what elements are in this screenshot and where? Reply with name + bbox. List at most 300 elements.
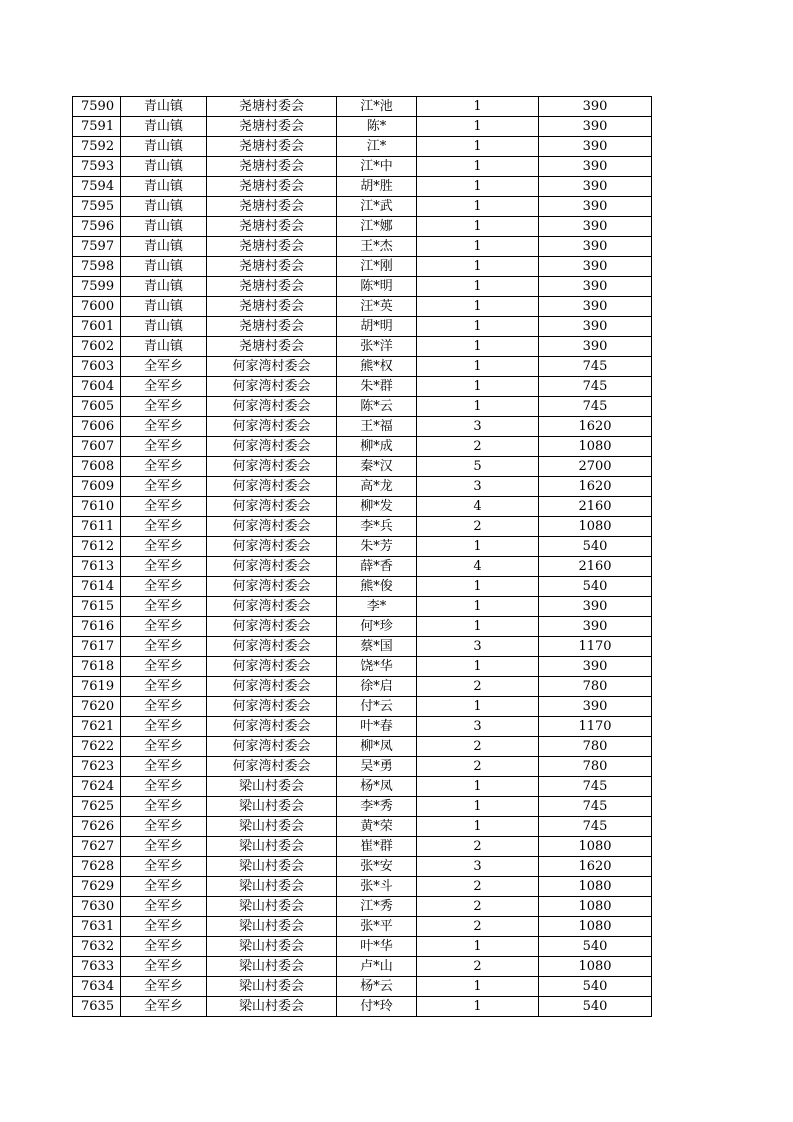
cell-village: 梁山村委会 xyxy=(207,917,337,937)
cell-count: 1 xyxy=(417,257,539,277)
table-row xyxy=(73,377,652,397)
cell-name: 饶*华 xyxy=(337,657,417,677)
table-row xyxy=(73,997,652,1017)
cell-id: 7606 xyxy=(73,417,121,437)
cell-amount: 1620 xyxy=(539,477,652,497)
cell-town: 全军乡 xyxy=(121,677,207,697)
cell-name: 江*刚 xyxy=(337,257,417,277)
cell-count: 1 xyxy=(417,97,539,117)
cell-amount: 2700 xyxy=(539,457,652,477)
cell-town: 全军乡 xyxy=(121,537,207,557)
table-row xyxy=(73,697,652,717)
table-row xyxy=(73,837,652,857)
cell-id: 7631 xyxy=(73,917,121,937)
cell-count: 1 xyxy=(417,337,539,357)
cell-name: 付*云 xyxy=(337,697,417,717)
cell-village: 何家湾村委会 xyxy=(207,677,337,697)
cell-amount: 540 xyxy=(539,977,652,997)
cell-id: 7596 xyxy=(73,217,121,237)
cell-amount: 540 xyxy=(539,997,652,1017)
cell-amount: 780 xyxy=(539,757,652,777)
cell-name: 朱*芳 xyxy=(337,537,417,557)
cell-name: 李* xyxy=(337,597,417,617)
cell-town: 青山镇 xyxy=(121,317,207,337)
cell-village: 梁山村委会 xyxy=(207,957,337,977)
cell-name: 杨*云 xyxy=(337,977,417,997)
cell-town: 全军乡 xyxy=(121,657,207,677)
cell-village: 何家湾村委会 xyxy=(207,397,337,417)
cell-name: 张*洋 xyxy=(337,337,417,357)
cell-village: 何家湾村委会 xyxy=(207,537,337,557)
cell-count: 1 xyxy=(417,797,539,817)
cell-count: 2 xyxy=(417,837,539,857)
cell-amount: 1080 xyxy=(539,897,652,917)
table-row xyxy=(73,817,652,837)
table-row xyxy=(73,917,652,937)
cell-village: 何家湾村委会 xyxy=(207,457,337,477)
cell-town: 青山镇 xyxy=(121,117,207,137)
table-row xyxy=(73,137,652,157)
cell-name: 杨*凤 xyxy=(337,777,417,797)
cell-id: 7599 xyxy=(73,277,121,297)
cell-id: 7597 xyxy=(73,237,121,257)
cell-town: 全军乡 xyxy=(121,817,207,837)
cell-town: 全军乡 xyxy=(121,937,207,957)
cell-id: 7592 xyxy=(73,137,121,157)
cell-town: 全军乡 xyxy=(121,417,207,437)
cell-village: 梁山村委会 xyxy=(207,937,337,957)
cell-amount: 390 xyxy=(539,217,652,237)
cell-town: 全军乡 xyxy=(121,497,207,517)
cell-id: 7629 xyxy=(73,877,121,897)
cell-name: 柳*成 xyxy=(337,437,417,457)
cell-town: 全军乡 xyxy=(121,797,207,817)
cell-village: 梁山村委会 xyxy=(207,977,337,997)
cell-name: 叶*华 xyxy=(337,937,417,957)
cell-amount: 390 xyxy=(539,117,652,137)
cell-count: 1 xyxy=(417,297,539,317)
cell-count: 1 xyxy=(417,537,539,557)
cell-count: 1 xyxy=(417,577,539,597)
cell-amount: 390 xyxy=(539,277,652,297)
cell-amount: 780 xyxy=(539,677,652,697)
cell-count: 4 xyxy=(417,497,539,517)
cell-name: 何*珍 xyxy=(337,617,417,637)
cell-village: 梁山村委会 xyxy=(207,857,337,877)
cell-town: 青山镇 xyxy=(121,137,207,157)
cell-id: 7598 xyxy=(73,257,121,277)
cell-village: 梁山村委会 xyxy=(207,817,337,837)
cell-name: 李*秀 xyxy=(337,797,417,817)
cell-amount: 1620 xyxy=(539,857,652,877)
cell-village: 尧塘村委会 xyxy=(207,237,337,257)
cell-count: 3 xyxy=(417,717,539,737)
cell-amount: 390 xyxy=(539,257,652,277)
table-row xyxy=(73,437,652,457)
cell-name: 柳*发 xyxy=(337,497,417,517)
cell-town: 青山镇 xyxy=(121,337,207,357)
cell-name: 柳*凤 xyxy=(337,737,417,757)
table-row xyxy=(73,717,652,737)
cell-id: 7610 xyxy=(73,497,121,517)
cell-amount: 745 xyxy=(539,397,652,417)
cell-name: 江*池 xyxy=(337,97,417,117)
cell-amount: 780 xyxy=(539,737,652,757)
cell-name: 蔡*国 xyxy=(337,637,417,657)
cell-count: 5 xyxy=(417,457,539,477)
cell-id: 7618 xyxy=(73,657,121,677)
cell-town: 青山镇 xyxy=(121,217,207,237)
cell-name: 卢*山 xyxy=(337,957,417,977)
cell-amount: 390 xyxy=(539,697,652,717)
cell-id: 7620 xyxy=(73,697,121,717)
cell-village: 尧塘村委会 xyxy=(207,137,337,157)
cell-town: 青山镇 xyxy=(121,97,207,117)
cell-id: 7602 xyxy=(73,337,121,357)
cell-amount: 1170 xyxy=(539,717,652,737)
cell-count: 1 xyxy=(417,137,539,157)
cell-village: 何家湾村委会 xyxy=(207,577,337,597)
cell-village: 梁山村委会 xyxy=(207,877,337,897)
table-row xyxy=(73,177,652,197)
cell-village: 何家湾村委会 xyxy=(207,697,337,717)
cell-town: 全军乡 xyxy=(121,597,207,617)
cell-name: 徐*启 xyxy=(337,677,417,697)
table-row xyxy=(73,277,652,297)
cell-town: 青山镇 xyxy=(121,197,207,217)
table-row xyxy=(73,517,652,537)
cell-name: 叶*春 xyxy=(337,717,417,737)
cell-id: 7628 xyxy=(73,857,121,877)
cell-amount: 1080 xyxy=(539,517,652,537)
cell-village: 尧塘村委会 xyxy=(207,337,337,357)
cell-town: 青山镇 xyxy=(121,257,207,277)
cell-village: 何家湾村委会 xyxy=(207,517,337,537)
cell-count: 1 xyxy=(417,597,539,617)
cell-town: 全军乡 xyxy=(121,997,207,1017)
cell-name: 熊*俊 xyxy=(337,577,417,597)
cell-amount: 1080 xyxy=(539,957,652,977)
cell-name: 付*玲 xyxy=(337,997,417,1017)
table-row xyxy=(73,257,652,277)
cell-name: 薛*香 xyxy=(337,557,417,577)
cell-amount: 1170 xyxy=(539,637,652,657)
cell-count: 2 xyxy=(417,677,539,697)
cell-count: 1 xyxy=(417,177,539,197)
cell-id: 7608 xyxy=(73,457,121,477)
cell-amount: 390 xyxy=(539,317,652,337)
cell-amount: 390 xyxy=(539,597,652,617)
cell-town: 全军乡 xyxy=(121,737,207,757)
cell-amount: 2160 xyxy=(539,497,652,517)
table-row xyxy=(73,797,652,817)
cell-amount: 390 xyxy=(539,297,652,317)
cell-id: 7593 xyxy=(73,157,121,177)
cell-town: 青山镇 xyxy=(121,157,207,177)
cell-name: 高*龙 xyxy=(337,477,417,497)
table-row xyxy=(73,357,652,377)
cell-id: 7591 xyxy=(73,117,121,137)
cell-amount: 745 xyxy=(539,777,652,797)
cell-village: 梁山村委会 xyxy=(207,777,337,797)
cell-name: 陈*云 xyxy=(337,397,417,417)
cell-amount: 540 xyxy=(539,537,652,557)
cell-name: 吴*勇 xyxy=(337,757,417,777)
cell-village: 梁山村委会 xyxy=(207,837,337,857)
cell-count: 1 xyxy=(417,277,539,297)
cell-name: 张*斗 xyxy=(337,877,417,897)
cell-count: 1 xyxy=(417,697,539,717)
cell-name: 胡*明 xyxy=(337,317,417,337)
cell-name: 黄*荣 xyxy=(337,817,417,837)
cell-village: 梁山村委会 xyxy=(207,897,337,917)
cell-name: 陈*明 xyxy=(337,277,417,297)
cell-village: 梁山村委会 xyxy=(207,997,337,1017)
cell-village: 尧塘村委会 xyxy=(207,257,337,277)
cell-town: 全军乡 xyxy=(121,377,207,397)
cell-count: 1 xyxy=(417,237,539,257)
table-row xyxy=(73,237,652,257)
cell-town: 全军乡 xyxy=(121,977,207,997)
cell-town: 青山镇 xyxy=(121,297,207,317)
cell-town: 全军乡 xyxy=(121,857,207,877)
cell-town: 全军乡 xyxy=(121,457,207,477)
table-row xyxy=(73,737,652,757)
cell-town: 全军乡 xyxy=(121,777,207,797)
cell-town: 全军乡 xyxy=(121,557,207,577)
cell-count: 1 xyxy=(417,777,539,797)
cell-id: 7634 xyxy=(73,977,121,997)
cell-town: 全军乡 xyxy=(121,837,207,857)
cell-village: 何家湾村委会 xyxy=(207,357,337,377)
cell-village: 尧塘村委会 xyxy=(207,177,337,197)
table-row xyxy=(73,397,652,417)
table-row xyxy=(73,457,652,477)
table-row xyxy=(73,897,652,917)
cell-id: 7601 xyxy=(73,317,121,337)
cell-count: 1 xyxy=(417,157,539,177)
cell-count: 2 xyxy=(417,737,539,757)
cell-name: 汪*英 xyxy=(337,297,417,317)
cell-village: 尧塘村委会 xyxy=(207,157,337,177)
cell-id: 7633 xyxy=(73,957,121,977)
cell-amount: 745 xyxy=(539,377,652,397)
table-body xyxy=(73,97,652,1017)
cell-count: 1 xyxy=(417,317,539,337)
cell-count: 2 xyxy=(417,917,539,937)
cell-count: 3 xyxy=(417,637,539,657)
cell-name: 胡*胜 xyxy=(337,177,417,197)
cell-id: 7595 xyxy=(73,197,121,217)
table-row xyxy=(73,337,652,357)
cell-id: 7605 xyxy=(73,397,121,417)
table-row xyxy=(73,417,652,437)
cell-id: 7615 xyxy=(73,597,121,617)
table-row xyxy=(73,857,652,877)
cell-name: 江*娜 xyxy=(337,217,417,237)
table-row xyxy=(73,477,652,497)
cell-amount: 1080 xyxy=(539,917,652,937)
cell-amount: 1080 xyxy=(539,877,652,897)
table-row xyxy=(73,577,652,597)
cell-village: 梁山村委会 xyxy=(207,797,337,817)
cell-village: 何家湾村委会 xyxy=(207,757,337,777)
cell-count: 1 xyxy=(417,197,539,217)
cell-id: 7616 xyxy=(73,617,121,637)
cell-town: 全军乡 xyxy=(121,897,207,917)
cell-count: 2 xyxy=(417,957,539,977)
cell-village: 何家湾村委会 xyxy=(207,497,337,517)
cell-name: 秦*汉 xyxy=(337,457,417,477)
cell-village: 何家湾村委会 xyxy=(207,417,337,437)
cell-village: 尧塘村委会 xyxy=(207,297,337,317)
cell-amount: 745 xyxy=(539,817,652,837)
cell-id: 7611 xyxy=(73,517,121,537)
cell-id: 7613 xyxy=(73,557,121,577)
table-row xyxy=(73,197,652,217)
cell-count: 1 xyxy=(417,817,539,837)
cell-id: 7632 xyxy=(73,937,121,957)
cell-town: 青山镇 xyxy=(121,277,207,297)
cell-village: 尧塘村委会 xyxy=(207,117,337,137)
table-row xyxy=(73,637,652,657)
cell-count: 1 xyxy=(417,377,539,397)
cell-village: 尧塘村委会 xyxy=(207,197,337,217)
table-row xyxy=(73,317,652,337)
cell-count: 1 xyxy=(417,397,539,417)
cell-count: 1 xyxy=(417,977,539,997)
table-row xyxy=(73,657,652,677)
cell-amount: 2160 xyxy=(539,557,652,577)
cell-town: 全军乡 xyxy=(121,637,207,657)
cell-amount: 540 xyxy=(539,937,652,957)
cell-town: 全军乡 xyxy=(121,757,207,777)
cell-town: 全军乡 xyxy=(121,917,207,937)
cell-amount: 1080 xyxy=(539,437,652,457)
cell-id: 7622 xyxy=(73,737,121,757)
cell-id: 7625 xyxy=(73,797,121,817)
table-row xyxy=(73,557,652,577)
cell-id: 7603 xyxy=(73,357,121,377)
cell-id: 7617 xyxy=(73,637,121,657)
cell-village: 何家湾村委会 xyxy=(207,657,337,677)
cell-village: 尧塘村委会 xyxy=(207,277,337,297)
cell-amount: 1080 xyxy=(539,837,652,857)
cell-village: 何家湾村委会 xyxy=(207,377,337,397)
cell-amount: 390 xyxy=(539,657,652,677)
table-row xyxy=(73,117,652,137)
cell-amount: 390 xyxy=(539,177,652,197)
cell-village: 何家湾村委会 xyxy=(207,737,337,757)
table-row xyxy=(73,537,652,557)
cell-town: 青山镇 xyxy=(121,177,207,197)
cell-amount: 390 xyxy=(539,157,652,177)
cell-town: 全军乡 xyxy=(121,697,207,717)
cell-amount: 390 xyxy=(539,337,652,357)
cell-name: 王*福 xyxy=(337,417,417,437)
cell-amount: 390 xyxy=(539,97,652,117)
cell-amount: 540 xyxy=(539,577,652,597)
cell-amount: 390 xyxy=(539,617,652,637)
cell-count: 3 xyxy=(417,857,539,877)
table-row xyxy=(73,757,652,777)
cell-name: 崔*群 xyxy=(337,837,417,857)
cell-count: 1 xyxy=(417,997,539,1017)
cell-id: 7614 xyxy=(73,577,121,597)
cell-name: 张*平 xyxy=(337,917,417,937)
cell-town: 全军乡 xyxy=(121,717,207,737)
cell-name: 陈* xyxy=(337,117,417,137)
cell-id: 7600 xyxy=(73,297,121,317)
cell-count: 1 xyxy=(417,657,539,677)
cell-id: 7604 xyxy=(73,377,121,397)
table-row xyxy=(73,617,652,637)
table-row xyxy=(73,217,652,237)
cell-village: 尧塘村委会 xyxy=(207,97,337,117)
table-row xyxy=(73,297,652,317)
cell-village: 何家湾村委会 xyxy=(207,617,337,637)
cell-id: 7612 xyxy=(73,537,121,557)
cell-count: 1 xyxy=(417,357,539,377)
cell-amount: 390 xyxy=(539,197,652,217)
cell-village: 何家湾村委会 xyxy=(207,477,337,497)
cell-amount: 390 xyxy=(539,137,652,157)
cell-count: 2 xyxy=(417,877,539,897)
cell-village: 何家湾村委会 xyxy=(207,597,337,617)
cell-count: 3 xyxy=(417,477,539,497)
cell-count: 1 xyxy=(417,117,539,137)
table-row xyxy=(73,497,652,517)
cell-name: 江*秀 xyxy=(337,897,417,917)
cell-name: 江* xyxy=(337,137,417,157)
cell-amount: 745 xyxy=(539,357,652,377)
cell-town: 全军乡 xyxy=(121,877,207,897)
cell-village: 何家湾村委会 xyxy=(207,557,337,577)
cell-count: 2 xyxy=(417,757,539,777)
table-row xyxy=(73,937,652,957)
table-row xyxy=(73,777,652,797)
cell-village: 何家湾村委会 xyxy=(207,637,337,657)
cell-town: 全军乡 xyxy=(121,577,207,597)
cell-village: 何家湾村委会 xyxy=(207,437,337,457)
cell-town: 全军乡 xyxy=(121,617,207,637)
table-row xyxy=(73,597,652,617)
cell-village: 尧塘村委会 xyxy=(207,217,337,237)
cell-count: 1 xyxy=(417,937,539,957)
table-row xyxy=(73,97,652,117)
cell-id: 7626 xyxy=(73,817,121,837)
table-row xyxy=(73,877,652,897)
cell-amount: 390 xyxy=(539,237,652,257)
cell-name: 江*武 xyxy=(337,197,417,217)
cell-village: 何家湾村委会 xyxy=(207,717,337,737)
cell-town: 青山镇 xyxy=(121,237,207,257)
cell-id: 7623 xyxy=(73,757,121,777)
cell-town: 全军乡 xyxy=(121,517,207,537)
cell-count: 2 xyxy=(417,897,539,917)
table-row xyxy=(73,977,652,997)
cell-count: 3 xyxy=(417,417,539,437)
household-table xyxy=(72,96,652,1017)
table-row xyxy=(73,677,652,697)
cell-count: 1 xyxy=(417,217,539,237)
cell-name: 朱*群 xyxy=(337,377,417,397)
cell-count: 2 xyxy=(417,437,539,457)
cell-amount: 1620 xyxy=(539,417,652,437)
cell-id: 7624 xyxy=(73,777,121,797)
cell-name: 王*杰 xyxy=(337,237,417,257)
cell-name: 江*中 xyxy=(337,157,417,177)
